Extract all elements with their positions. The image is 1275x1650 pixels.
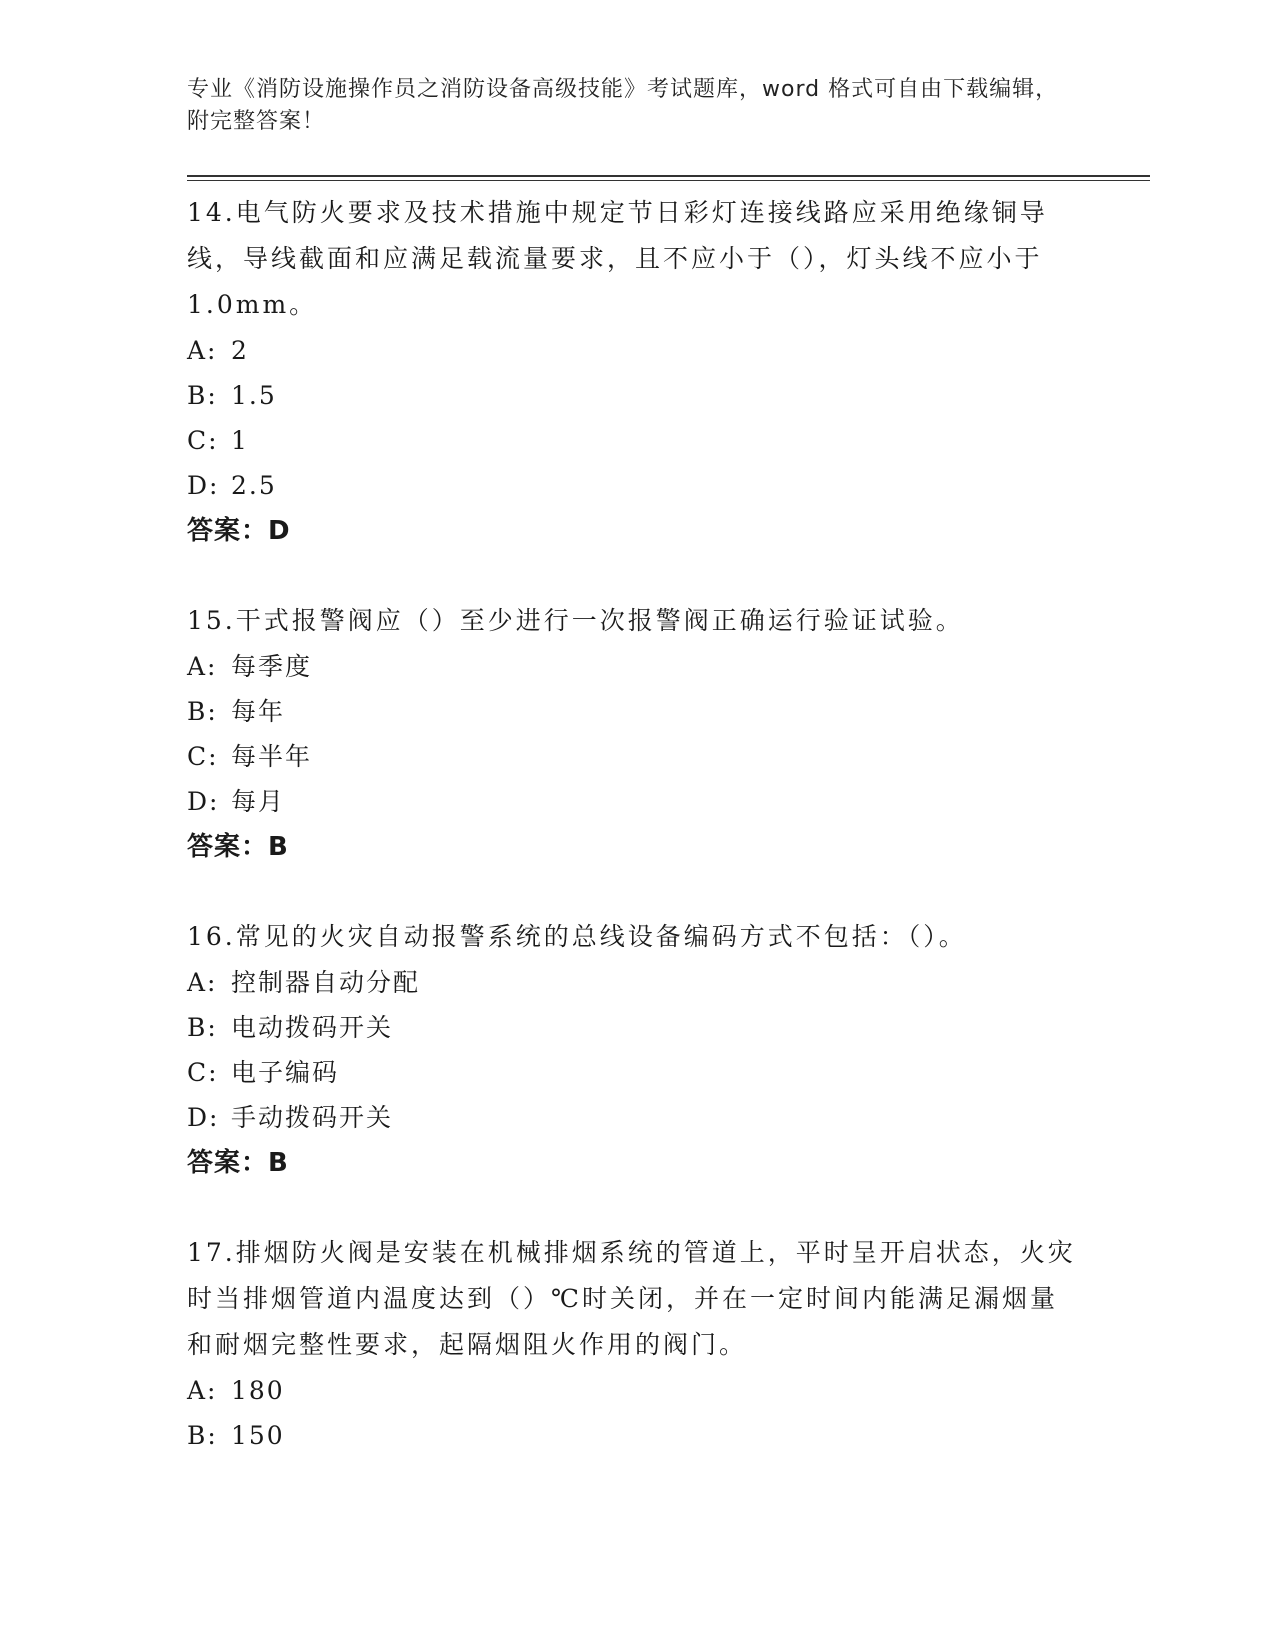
option-letter: D: bbox=[187, 1103, 220, 1132]
question-stem: 16.常见的火灾自动报警系统的总线设备编码方式不包括：（）。 bbox=[187, 922, 967, 951]
option-letter: C: bbox=[187, 1058, 219, 1087]
option-letter: B: bbox=[187, 1013, 218, 1042]
question-list bbox=[187, 190, 1077, 1502]
option-b bbox=[187, 1005, 1077, 1050]
option-text: 150 bbox=[231, 1421, 285, 1450]
option-a bbox=[187, 644, 1077, 689]
header-divider-thin bbox=[187, 180, 1150, 181]
option-text: 电动拨码开关 bbox=[231, 1013, 394, 1042]
answer-line: 答案：B bbox=[187, 1148, 289, 1178]
option-d bbox=[187, 779, 1077, 824]
option-letter: C: bbox=[187, 742, 219, 771]
option-text: 2.5 bbox=[231, 471, 277, 500]
answer-line: 答案：B bbox=[187, 832, 289, 862]
option-text: 180 bbox=[231, 1376, 285, 1405]
option-c bbox=[187, 418, 1077, 463]
option-c bbox=[187, 734, 1077, 779]
option-c bbox=[187, 1050, 1077, 1095]
option-a bbox=[187, 328, 1077, 373]
question-item bbox=[187, 598, 1077, 870]
document-header: 专业《消防设施操作员之消防设备高级技能》考试题库，word 格式可自由下载编辑，附完整答案！ bbox=[187, 77, 1059, 134]
option-a bbox=[187, 1368, 1077, 1413]
option-d bbox=[187, 1095, 1077, 1140]
option-a bbox=[187, 960, 1077, 1005]
option-letter: D: bbox=[187, 787, 220, 816]
option-text: 电子编码 bbox=[231, 1058, 340, 1087]
option-b bbox=[187, 1413, 1077, 1458]
question-item bbox=[187, 914, 1077, 1186]
option-text: 每年 bbox=[231, 697, 286, 726]
option-text: 每季度 bbox=[231, 652, 313, 681]
option-letter: A: bbox=[187, 968, 218, 997]
option-letter: A: bbox=[187, 336, 218, 365]
question-stem: 15.干式报警阀应（）至少进行一次报警阀正确运行验证试验。 bbox=[187, 606, 964, 635]
option-b bbox=[187, 373, 1077, 418]
option-letter: A: bbox=[187, 1376, 218, 1405]
option-letter: C: bbox=[187, 426, 219, 455]
option-letter: A: bbox=[187, 652, 218, 681]
option-text: 每半年 bbox=[231, 742, 313, 771]
question-stem: 17.排烟防火阀是安装在机械排烟系统的管道上，平时呈开启状态，火灾时当排烟管道内温度达到（）℃时关闭，并在一定时间内能满足漏烟量和耐烟完整性要求，起隔烟阻火作用的阀门。 bbox=[187, 1238, 1076, 1359]
option-text: 2 bbox=[231, 336, 249, 365]
option-text: 控制器自动分配 bbox=[231, 968, 421, 997]
option-text: 1.5 bbox=[231, 381, 277, 410]
option-letter: B: bbox=[187, 381, 218, 410]
option-text: 手动拨码开关 bbox=[231, 1103, 394, 1132]
option-text: 1 bbox=[231, 426, 249, 455]
question-item bbox=[187, 1230, 1077, 1458]
option-letter: B: bbox=[187, 1421, 218, 1450]
header-divider bbox=[187, 175, 1150, 177]
option-b bbox=[187, 689, 1077, 734]
option-letter: D: bbox=[187, 471, 220, 500]
question-item bbox=[187, 190, 1077, 554]
question-stem: 14.电气防火要求及技术措施中规定节日彩灯连接线路应采用绝缘铜导线，导线截面和应满足载流量要求，且不应小于（），灯头线不应小于 1.0mm。 bbox=[187, 198, 1048, 319]
option-letter: B: bbox=[187, 697, 218, 726]
option-text: 每月 bbox=[231, 787, 286, 816]
answer-line: 答案：D bbox=[187, 516, 291, 546]
option-d bbox=[187, 463, 1077, 508]
